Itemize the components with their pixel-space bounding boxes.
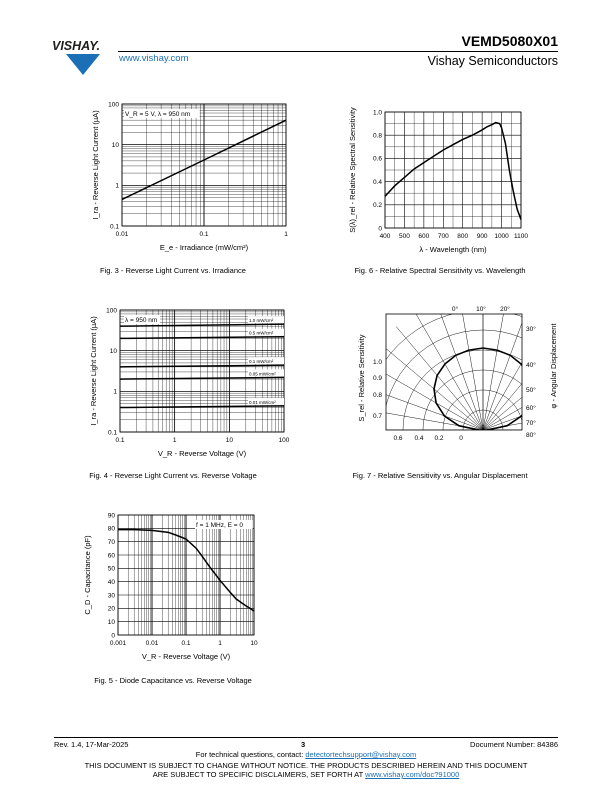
contact-prefix: For technical questions, contact: <box>195 750 304 759</box>
x-tick-label: 10 <box>225 437 233 444</box>
y-tick-label: 50 <box>107 565 115 573</box>
x-tick-label: 1000 <box>494 233 509 240</box>
y-tick-label: 1 <box>113 388 117 396</box>
series-label: 1.0 mW/cm² <box>249 318 274 324</box>
fig5-grid <box>118 515 254 635</box>
fig3-annotation: V_R = 5 V, λ = 950 nm <box>125 111 191 118</box>
polar-spoke <box>483 384 610 430</box>
radius-label: 1.0 <box>372 359 382 366</box>
y-tick-label: 1 <box>115 182 119 190</box>
y-tick-label: 40 <box>107 578 115 586</box>
x-tick-label: 0.01 <box>115 231 129 238</box>
series-line <box>120 337 284 339</box>
fig4-ylabel: I_ra - Reverse Light Current (µA) <box>89 316 98 426</box>
series-line <box>120 406 284 408</box>
polar-spoke <box>396 327 483 430</box>
y-tick-label: 10 <box>111 141 119 149</box>
disclaimer-link[interactable]: www.vishay.com/doc?91000 <box>365 770 460 779</box>
part-number: VEMD5080X01 <box>461 33 558 49</box>
bottom-label: 0.2 <box>434 435 444 442</box>
logo-text: VISHAY. <box>52 39 100 53</box>
notice-prefix: ARE SUBJECT TO SPECIFIC DISCLAIMERS, SET FORTH AT <box>152 770 364 779</box>
x-tick-label: 900 <box>476 233 488 240</box>
x-tick-label: 800 <box>457 233 469 240</box>
fig7-right-label: φ - Angular Displacement <box>549 323 558 409</box>
y-tick-label: 100 <box>108 101 119 109</box>
y-tick-label: 0.1 <box>109 223 119 231</box>
series-label: 0.5 mW/cm² <box>249 330 274 336</box>
fig5-ylabel: C_D - Capacitance (pF) <box>83 535 92 615</box>
y-tick-label: 0.4 <box>372 178 382 186</box>
x-tick-label: 400 <box>379 233 391 240</box>
radius-label: 0.9 <box>372 375 382 382</box>
angle-label: 50° <box>526 387 536 394</box>
series-label: 0.1 mW/cm² <box>249 359 274 365</box>
x-tick-label: 0.01 <box>145 640 159 647</box>
angle-label: 20° <box>500 306 510 313</box>
angle-label: 40° <box>526 362 536 369</box>
y-tick-label: 60 <box>107 552 115 560</box>
fig6-chart <box>345 106 545 266</box>
bottom-label: 0.6 <box>393 435 403 442</box>
x-tick-label: 100 <box>278 437 290 444</box>
polar-spoke <box>356 384 483 430</box>
fig3-chart <box>88 96 298 266</box>
fig5-xlabel: V_R - Reverse Voltage (V) <box>141 652 231 661</box>
y-tick-label: 1.0 <box>372 109 382 117</box>
y-tick-label: 10 <box>107 618 115 626</box>
fig5-annotation: f = 1 MHz, E = 0 <box>196 522 243 529</box>
fig6-caption: Fig. 6 - Relative Spectral Sensitivity vs. Wavelength <box>354 266 526 275</box>
series-line <box>120 377 284 379</box>
series-line <box>120 324 284 326</box>
fig7-chart <box>357 296 560 456</box>
angle-label: 30° <box>526 326 536 333</box>
y-tick-label: 70 <box>107 538 115 546</box>
fig7-grid <box>348 295 612 550</box>
fig7-caption: Fig. 7 - Relative Sensitivity vs. Angular Displacement <box>352 471 528 480</box>
fig3-ylabel: I_ra - Reverse Light Current (µA) <box>91 110 100 220</box>
y-tick-label: 0 <box>378 225 382 233</box>
logo-triangle <box>66 54 100 75</box>
y-tick-label: 0.6 <box>372 155 382 163</box>
x-tick-label: 0.1 <box>115 437 125 444</box>
company-name: Vishay Semiconductors <box>427 54 558 68</box>
bottom-label: 0 <box>459 435 463 442</box>
notice-line-1: THIS DOCUMENT IS SUBJECT TO CHANGE WITHOUT NOTICE. THE PRODUCTS DESCRIBED HEREIN AND THIS DOCUMENT <box>84 761 528 770</box>
fig5-caption: Fig. 5 - Diode Capacitance vs. Reverse Voltage <box>94 676 252 685</box>
x-tick-label: 1 <box>172 437 177 444</box>
contact-line <box>0 750 612 759</box>
fig3-xlabel: E_e - Irradiance (mW/cm²) <box>159 243 249 252</box>
fig4-chart <box>88 304 298 466</box>
angle-label: 10° <box>476 306 486 313</box>
bottom-label: 0.4 <box>414 435 424 442</box>
notice-line-2 <box>0 770 612 779</box>
y-tick-label: 0.8 <box>372 132 382 140</box>
x-tick-label: 700 <box>437 233 449 240</box>
page-number: 3 <box>301 740 306 749</box>
radius-label: 0.7 <box>372 413 382 420</box>
fig6-ylabel: S(λ)_rel - Relative Spectral Sensitivity <box>348 107 357 233</box>
y-tick-label: 80 <box>107 525 115 533</box>
y-tick-label: 90 <box>107 512 115 520</box>
fig7-frame <box>386 314 522 430</box>
series-line <box>120 365 284 367</box>
angle-label: 0° <box>451 306 459 313</box>
polar-spoke <box>380 343 483 430</box>
fig6-grid <box>385 112 521 228</box>
angle-label: 70° <box>526 420 536 427</box>
fig4-caption: Fig. 4 - Reverse Light Current vs. Reverse Voltage <box>89 471 257 480</box>
radius-label: 0.8 <box>372 392 382 399</box>
fig4-xlabel: V_R - Reverse Voltage (V) <box>157 449 247 458</box>
y-tick-label: 20 <box>107 605 115 613</box>
document-number: Document Number: 84386 <box>470 740 558 749</box>
y-tick-label: 0.2 <box>372 202 382 210</box>
x-tick-label: 0.1 <box>199 231 209 238</box>
x-tick-label: 600 <box>418 233 430 240</box>
contact-email-link[interactable]: detectortechsupport@vishay.com <box>305 750 417 759</box>
x-tick-label: 1 <box>284 231 288 238</box>
y-tick-label: 30 <box>107 592 115 600</box>
angle-label: 80° <box>526 432 536 439</box>
x-tick-label: 0.001 <box>109 640 127 647</box>
y-tick-label: 10 <box>109 347 117 355</box>
angle-label: 60° <box>526 405 536 412</box>
footer-rule <box>54 737 558 738</box>
fig4-annotation: λ = 950 nm <box>125 317 158 324</box>
website-link[interactable]: www.vishay.com <box>119 53 189 64</box>
series-label: 0.01 mW/cm² <box>249 399 276 405</box>
y-tick-label: 0.1 <box>107 429 117 437</box>
header-rule <box>118 51 558 52</box>
x-tick-label: 10 <box>250 640 258 647</box>
fig3-grid <box>122 104 286 226</box>
y-tick-label: 100 <box>106 307 117 315</box>
vishay-logo <box>52 38 116 76</box>
x-tick-label: 500 <box>398 233 410 240</box>
x-tick-label: 0.1 <box>181 640 191 647</box>
fig5-chart <box>80 507 280 667</box>
fig6-xlabel: λ - Wavelength (nm) <box>419 245 487 254</box>
fig7-ylabel: S_rel - Relative Sensitivity <box>357 334 366 422</box>
y-tick-label: 0 <box>111 632 115 640</box>
series-label: 0.05 mW/cm² <box>249 371 276 377</box>
fig3-caption: Fig. 3 - Reverse Light Current vs. Irradiance <box>100 266 246 275</box>
x-tick-label: 1 <box>218 640 222 647</box>
x-tick-label: 1100 <box>514 233 528 240</box>
revision: Rev. 1.4, 17-Mar-2025 <box>54 740 129 749</box>
